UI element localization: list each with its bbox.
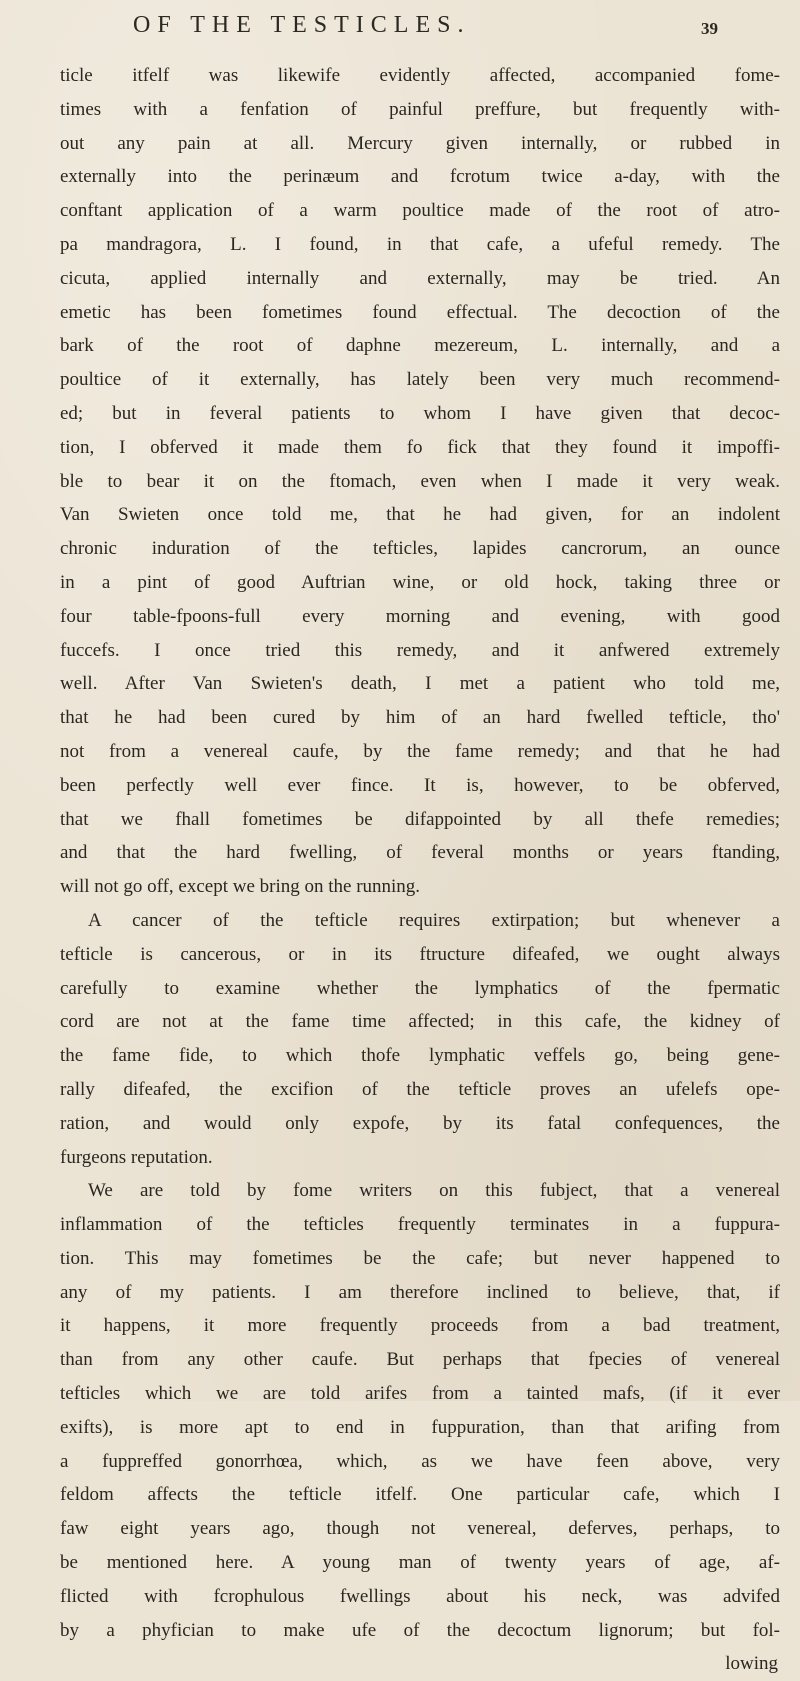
text-line: fuccefs. I once tried this remedy, and it anfwered extremely [60, 639, 780, 661]
text-line: carefully to examine whether the lymphatics of the fpermatic [60, 977, 780, 999]
text-line: conftant application of a warm poultice made of the root of atro- [60, 200, 780, 222]
text-line: cicuta, applied internally and externally, may be tried. An [60, 267, 780, 289]
text-line: a fuppreffed gonorrhœa, which, as we have feen above, very [60, 1450, 780, 1472]
text-line: that he had been cured by him of an hard fwelled tefticle, tho' [60, 707, 780, 729]
text-line: bark of the root of daphne mezereum, L. internally, and a [60, 335, 780, 357]
text-line: poultice of it externally, has lately been very much recommend- [60, 369, 780, 391]
text-line: out any pain at all. Mercury given internally, or rubbed in [60, 132, 780, 154]
text-line: externally into the perinæum and fcrotum twice a-day, with the [60, 166, 780, 188]
text-line: and that the hard fwelling, of feveral months or years ftanding, [60, 842, 780, 864]
running-head: OF THE TESTICLES. [133, 12, 471, 38]
text-line: emetic has been fometimes found effectual. The decoction of the [60, 301, 780, 323]
text-line: A cancer of the tefticle requires extirpation; but whenever a [88, 909, 780, 931]
text-line: by a phyfician to make ufe of the decoctum lignorum; but fol- [60, 1619, 780, 1641]
text-line: faw eight years ago, though not venereal, deferves, perhaps, to [60, 1518, 780, 1540]
text-line: well. After Van Swieten's death, I met a patient who told me, [60, 673, 780, 695]
text-line: ration, and would only expofe, by its fatal confequences, the [60, 1112, 780, 1134]
text-line: the fame fide, to which thofe lymphatic veffels go, being gene- [60, 1045, 780, 1067]
text-line: We are told by fome writers on this fubject, that a venereal [88, 1180, 780, 1202]
text-line: it happens, it more frequently proceeds from a bad treatment, [60, 1315, 780, 1337]
text-line: cord are not at the fame time affected; in this cafe, the kidney of [60, 1011, 780, 1033]
body-text [60, 59, 780, 1681]
catchword: lowing [725, 1653, 778, 1675]
text-line: any of my patients. I am therefore inclined to believe, that, if [60, 1281, 780, 1303]
text-line: ticle itfelf was likewife evidently affected, accompanied fome- [60, 65, 780, 86]
text-line: tefticles which we are told arifes from a tainted mafs, (if it ever [60, 1383, 780, 1405]
text-line: pa mandragora, L. I found, in that cafe, a ufeful remedy. The [60, 233, 780, 255]
text-line: than from any other caufe. But perhaps that fpecies of venereal [60, 1349, 780, 1371]
text-line: inflammation of the tefticles frequently terminates in a fuppura- [60, 1214, 780, 1236]
text-line: rally difeafed, the excifion of the tefticle proves an ufelefs ope- [60, 1078, 780, 1100]
text-line: four table-fpoons-full every morning and evening, with good [60, 605, 780, 627]
text-line: tion. This may fometimes be the cafe; but never happened to [60, 1247, 780, 1269]
text-line: exifts), is more apt to end in fuppuration, than that arifing from [60, 1416, 780, 1438]
text-line: times with a fenfation of painful preffure, but frequently with- [60, 98, 780, 120]
text-line: been perfectly well ever fince. It is, however, to be obferved, [60, 774, 780, 796]
page-header [0, 6, 800, 46]
text-line: tion, I obferved it made them fo fick that they found it impoffi- [60, 436, 780, 458]
text-line: not from a venereal caufe, by the fame remedy; and that he had [60, 740, 780, 762]
text-line: furgeons reputation. [60, 1146, 213, 1168]
text-line: ble to bear it on the ftomach, even when I made it very weak. [60, 470, 780, 492]
text-line: that we fhall fometimes be difappointed by all thefe remedies; [60, 808, 780, 830]
text-line: ed; but in feveral patients to whom I have given that decoc- [60, 402, 780, 424]
text-line: will not go off, except we bring on the running. [60, 876, 421, 898]
text-line: in a pint of good Auftrian wine, or old hock, taking three or [60, 571, 780, 593]
text-line: flicted with fcrophulous fwellings about his neck, was advifed [60, 1585, 780, 1607]
text-line: Van Swieten once told me, that he had given, for an indolent [60, 504, 780, 526]
text-line: tefticle is cancerous, or in its ftructure difeafed, we ought always [60, 943, 780, 965]
text-line: be mentioned here. A young man of twenty years of age, af- [60, 1552, 780, 1574]
text-line: chronic induration of the tefticles, lapides cancrorum, an ounce [60, 538, 780, 560]
text-line: feldom affects the tefticle itfelf. One particular cafe, which I [60, 1484, 780, 1506]
page-number: 39 [701, 19, 718, 38]
